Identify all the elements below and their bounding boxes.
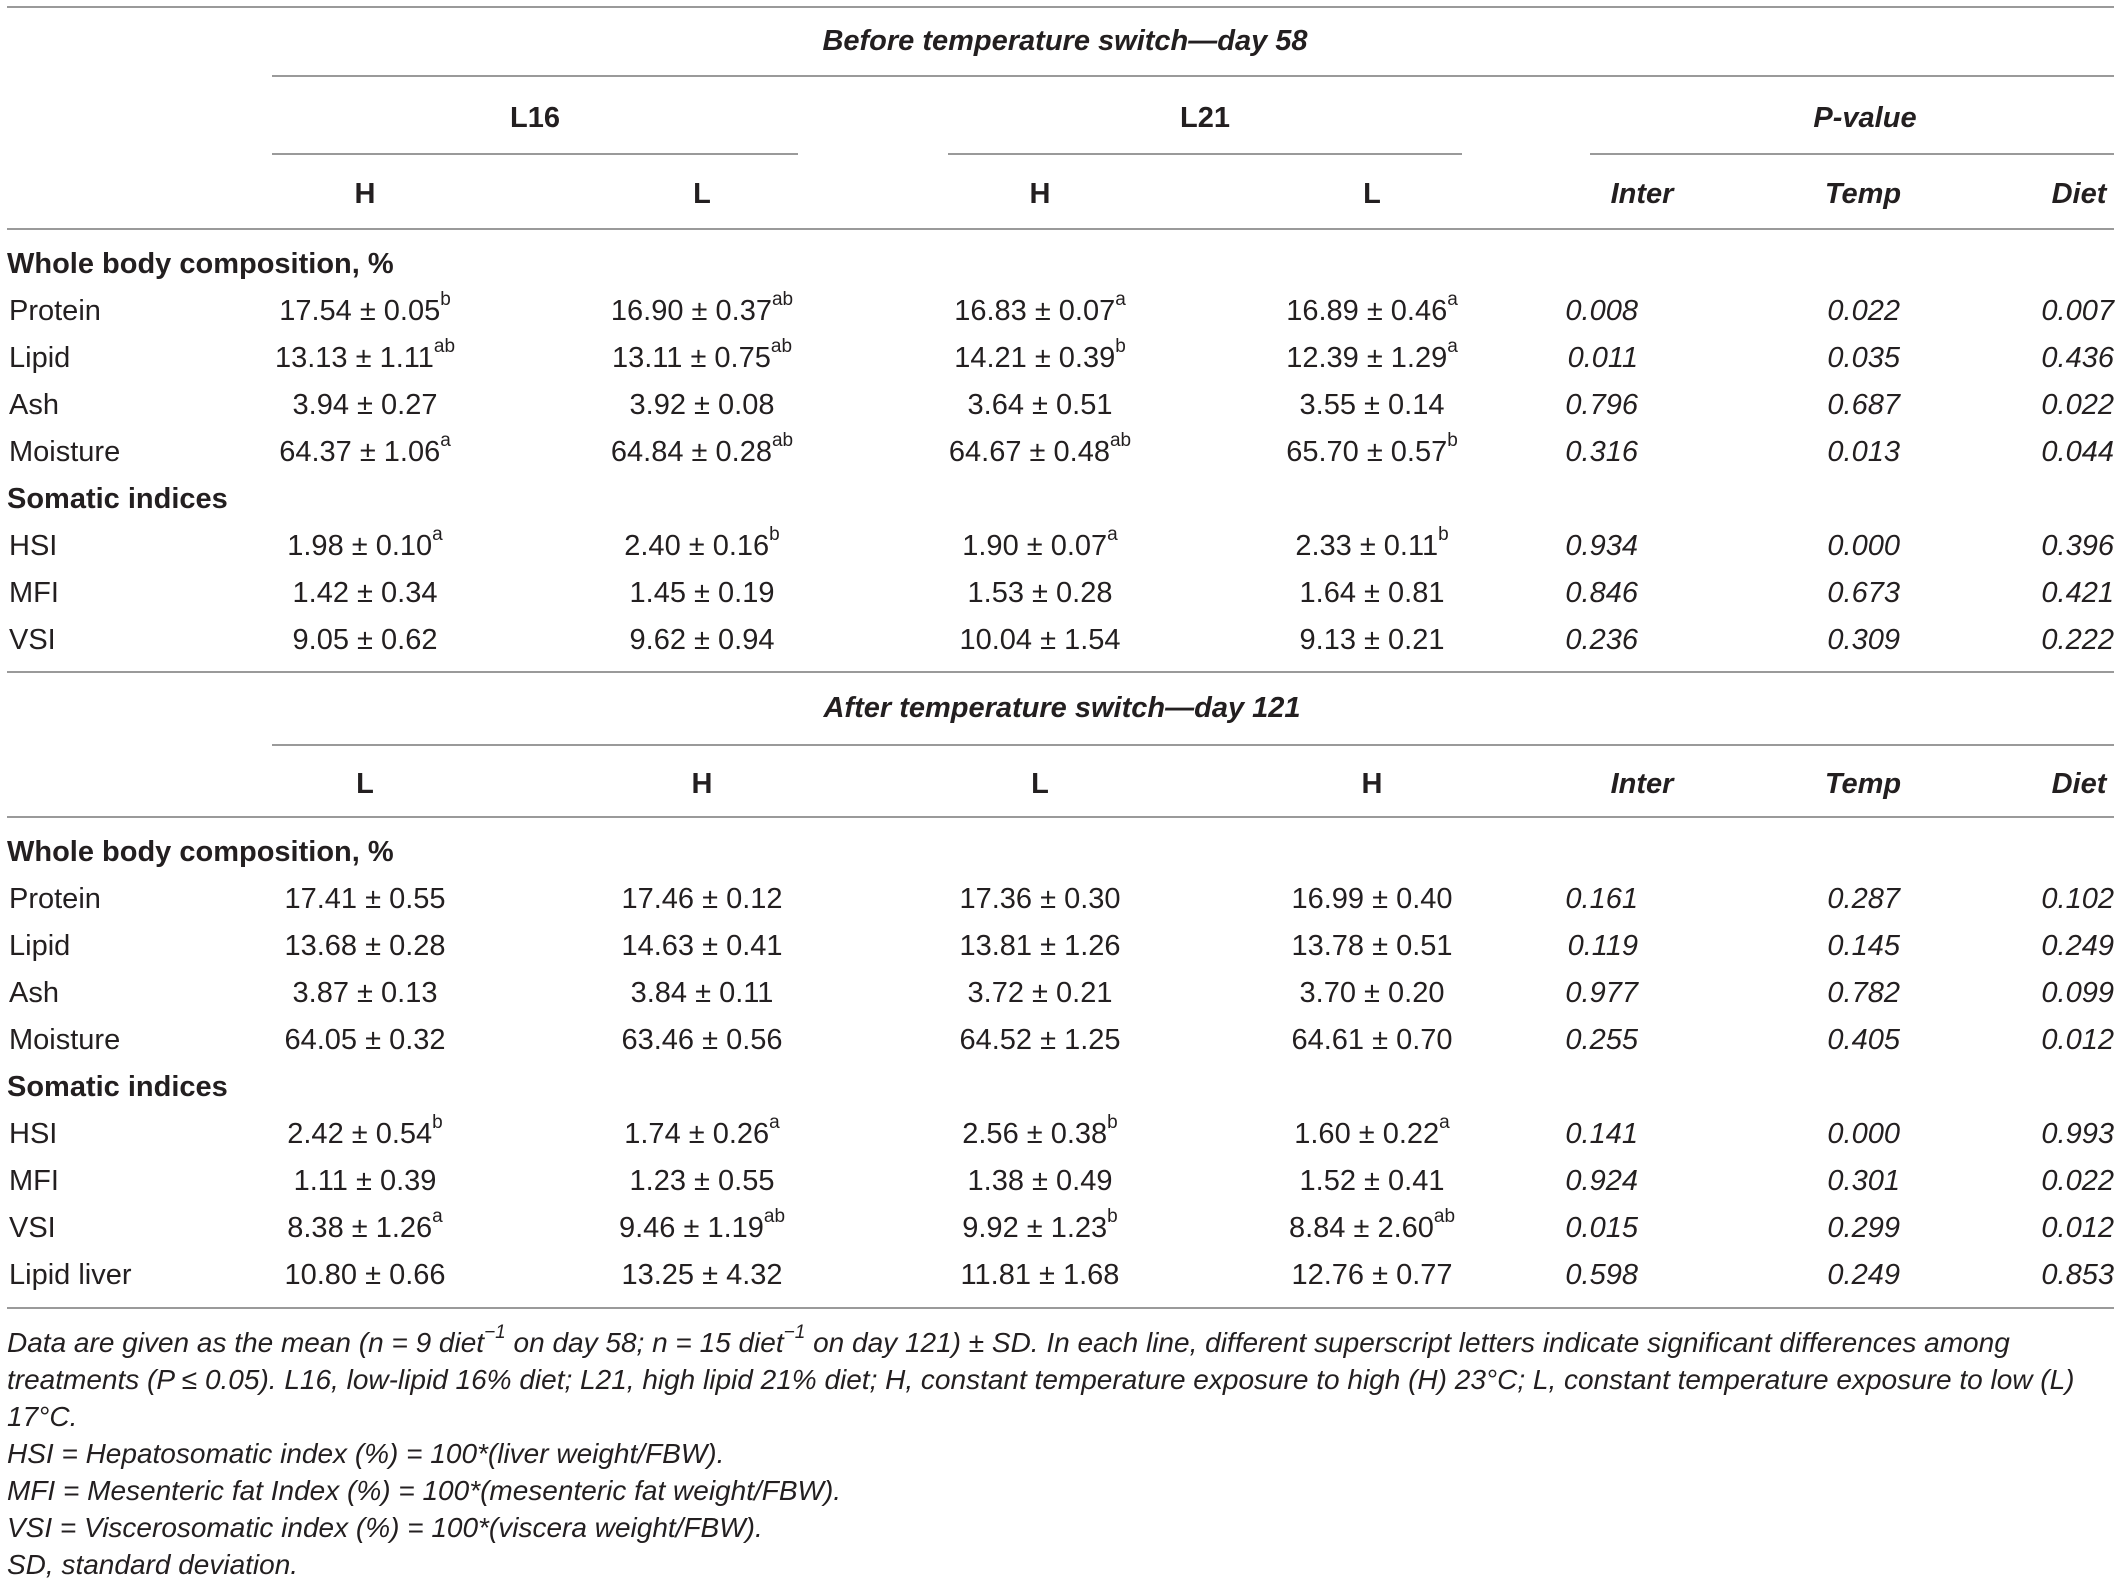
column-header-pvalue: Temp bbox=[1824, 178, 1902, 210]
p-value-cell: 0.035 bbox=[1827, 342, 1900, 374]
row-label: Protein bbox=[9, 295, 101, 327]
column-header: H bbox=[1029, 178, 1051, 210]
table-cell: 64.52 ± 1.25 bbox=[959, 1024, 1121, 1056]
table-cell: 1.11 ± 0.39 bbox=[293, 1165, 437, 1197]
row-label: Moisture bbox=[9, 436, 121, 468]
table-cell: 64.37 ± 1.06$^a$ bbox=[279, 430, 451, 468]
p-value-cell: 0.119 bbox=[1567, 930, 1638, 962]
table-cell: 1.53 ± 0.28 bbox=[967, 577, 1113, 609]
column-header-pvalue: Diet bbox=[2051, 768, 2107, 800]
superscript-letter: ab bbox=[1109, 430, 1132, 452]
table-cell: 9.62 ± 0.94 bbox=[629, 624, 775, 656]
p-value-cell: 0.044 bbox=[2041, 436, 2114, 468]
row-label: HSI bbox=[9, 1118, 58, 1150]
table-cell: 64.05 ± 0.32 bbox=[284, 1024, 446, 1056]
table-cell: 3.92 ± 0.08 bbox=[629, 389, 775, 421]
table-cell: 8.84 ± 2.60$^{ab}$ bbox=[1288, 1206, 1456, 1244]
footnote-mfi: MFI = Mesenteric fat Index (%) = 100*(mesenteric fat weight/FBW). bbox=[7, 1475, 842, 1506]
table-cell: 2.42 ± 0.54$^b$ bbox=[287, 1112, 443, 1150]
p-value-cell: 0.022 bbox=[2041, 389, 2114, 421]
table-cell: 17.54 ± 0.05$^b$ bbox=[279, 289, 451, 327]
table-cell: 1.45 ± 0.19 bbox=[629, 577, 775, 609]
superscript-letter: a bbox=[1107, 524, 1118, 546]
table-cell: 13.25 ± 4.32 bbox=[621, 1259, 783, 1291]
p-value-cell: 0.013 bbox=[1827, 436, 1900, 468]
rule-section2-top bbox=[7, 671, 2114, 673]
table-cell: 3.72 ± 0.21 bbox=[967, 977, 1113, 1009]
table-cell: 9.92 ± 1.23$^b$ bbox=[962, 1206, 1118, 1244]
superscript-letter: a bbox=[1447, 289, 1458, 311]
table-cell: 10.80 ± 0.66 bbox=[284, 1259, 446, 1291]
row-label: MFI bbox=[9, 1165, 59, 1197]
p-value-cell: 0.673 bbox=[1827, 577, 1900, 609]
table-cell: 16.89 ± 0.46$^a$ bbox=[1286, 289, 1458, 327]
section2-title: After temperature switch—day 121 bbox=[823, 692, 1301, 724]
rule-under-p-value bbox=[1590, 153, 2114, 155]
table-cell: 2.33 ± 0.11$^b$ bbox=[1295, 524, 1449, 562]
p-value-cell: 0.405 bbox=[1827, 1024, 1900, 1056]
superscript-letter: ab bbox=[763, 1206, 786, 1228]
table-cell: 14.63 ± 0.41 bbox=[621, 930, 783, 962]
column-header: L bbox=[1363, 178, 1381, 210]
table-cell: 12.76 ± 0.77 bbox=[1291, 1259, 1453, 1291]
section-label: Whole body composition, % bbox=[7, 248, 394, 280]
superscript-letter: ab bbox=[771, 430, 794, 452]
p-value-cell: 0.007 bbox=[2041, 295, 2114, 327]
table-cell: 13.11 ± 0.75$^{ab}$ bbox=[611, 336, 793, 374]
p-value-cell: 0.249 bbox=[2041, 930, 2114, 962]
p-value-cell: 0.316 bbox=[1565, 436, 1638, 468]
group-p-value: P-value bbox=[1813, 102, 1917, 134]
row-label: MFI bbox=[9, 577, 59, 609]
table-cell: 12.39 ± 1.29$^a$ bbox=[1286, 336, 1458, 374]
section1-title: Before temperature switch—day 58 bbox=[822, 25, 1308, 57]
table-cell: 2.56 ± 0.38$^b$ bbox=[962, 1112, 1118, 1150]
p-value-cell: 0.299 bbox=[1827, 1212, 1900, 1244]
column-header: H bbox=[1361, 768, 1383, 800]
column-header: H bbox=[354, 178, 376, 210]
p-value-cell: 0.022 bbox=[2041, 1165, 2114, 1197]
table-cell: 1.52 ± 0.41 bbox=[1299, 1165, 1445, 1197]
row-label: Lipid liver bbox=[9, 1259, 132, 1291]
rule-top bbox=[7, 6, 2114, 8]
table-cell: 3.70 ± 0.20 bbox=[1299, 977, 1445, 1009]
rule-under-l21 bbox=[948, 153, 1462, 155]
row-label: VSI bbox=[9, 624, 56, 656]
superscript-letter: ab bbox=[1433, 1206, 1456, 1228]
table-cell: 8.38 ± 1.26$^a$ bbox=[287, 1206, 443, 1244]
table-cell: 1.60 ± 0.22$^a$ bbox=[1294, 1112, 1450, 1150]
footnote-sd: SD, standard deviation. bbox=[7, 1549, 299, 1580]
superscript-letter: a bbox=[769, 1112, 780, 1134]
row-label: Ash bbox=[9, 977, 59, 1009]
table-cell: 9.05 ± 0.62 bbox=[292, 624, 438, 656]
p-value-cell: 0.934 bbox=[1565, 530, 1638, 562]
p-value-cell: 0.222 bbox=[2041, 624, 2114, 656]
superscript-letter: ab bbox=[771, 289, 794, 311]
table-cell: 64.61 ± 0.70 bbox=[1291, 1024, 1453, 1056]
p-value-cell: 0.255 bbox=[1565, 1024, 1638, 1056]
footnote-hsi: HSI = Hepatosomatic index (%) = 100*(liver weight/FBW). bbox=[7, 1438, 725, 1469]
column-header-pvalue: Temp bbox=[1824, 768, 1902, 800]
table-cell: 63.46 ± 0.56 bbox=[621, 1024, 783, 1056]
p-value-cell: 0.301 bbox=[1827, 1165, 1900, 1197]
table-cell: 16.90 ± 0.37$^{ab}$ bbox=[610, 289, 794, 327]
p-value-cell: 0.287 bbox=[1827, 883, 1900, 915]
column-header-pvalue: Inter bbox=[1610, 178, 1674, 210]
row-label: VSI bbox=[9, 1212, 56, 1244]
superscript-letter: b bbox=[440, 289, 451, 311]
table-cell: 13.68 ± 0.28 bbox=[284, 930, 446, 962]
p-value-cell: 0.022 bbox=[1827, 295, 1900, 327]
column-header: L bbox=[1031, 768, 1049, 800]
superscript-letter: b bbox=[1447, 430, 1458, 452]
p-value-cell: 0.102 bbox=[2041, 883, 2114, 915]
p-value-cell: 0.012 bbox=[2041, 1024, 2114, 1056]
superscript-letter: a bbox=[440, 430, 451, 452]
rule-bottom bbox=[7, 1307, 2114, 1309]
p-value-cell: 0.161 bbox=[1565, 883, 1638, 915]
column-header-pvalue: Diet bbox=[2051, 178, 2107, 210]
rule-under-section1-title bbox=[272, 75, 2114, 77]
table-cell: 64.67 ± 0.48$^{ab}$ bbox=[948, 430, 1132, 468]
superscript-letter: ab bbox=[433, 336, 456, 358]
superscript-letter: a bbox=[432, 1206, 443, 1228]
p-value-cell: 0.924 bbox=[1565, 1165, 1638, 1197]
p-value-cell: 0.687 bbox=[1827, 389, 1900, 421]
row-label: Moisture bbox=[9, 1024, 121, 1056]
table-cell: 17.46 ± 0.12 bbox=[621, 883, 783, 915]
section-label: Somatic indices bbox=[7, 1071, 228, 1103]
p-value-cell: 0.249 bbox=[1827, 1259, 1900, 1291]
superscript-letter: a bbox=[1447, 336, 1458, 358]
table-cell: 65.70 ± 0.57$^b$ bbox=[1286, 430, 1458, 468]
table-cell: 13.78 ± 0.51 bbox=[1291, 930, 1453, 962]
table-cell: 1.42 ± 0.34 bbox=[292, 577, 438, 609]
rule-under-l16 bbox=[272, 153, 798, 155]
table-cell: 10.04 ± 1.54 bbox=[959, 624, 1121, 656]
superscript-letter: a bbox=[1115, 289, 1126, 311]
p-value-cell: 0.436 bbox=[2041, 342, 2114, 374]
p-value-cell: 0.000 bbox=[1827, 530, 1900, 562]
table-cell: 1.98 ± 0.10$^a$ bbox=[287, 524, 443, 562]
p-value-cell: 0.000 bbox=[1827, 1118, 1900, 1150]
rule-under-section2-columns bbox=[7, 816, 2114, 818]
table-cell: 9.46 ± 1.19$^{ab}$ bbox=[618, 1206, 786, 1244]
p-value-cell: 0.141 bbox=[1565, 1118, 1638, 1150]
table-cell: 13.81 ± 1.26 bbox=[959, 930, 1121, 962]
superscript-letter: ab bbox=[770, 336, 793, 358]
rule-under-section1-columns bbox=[7, 228, 2114, 230]
superscript-letter: b bbox=[1107, 1206, 1118, 1228]
table-cell: 16.99 ± 0.40 bbox=[1291, 883, 1453, 915]
footnote-data-note: Data are given as the mean (n = 9 diet$^{-1}$ on day 58; n = 15 diet$^{-1}$ on day 121) ± SD. In each line, different superscript letters indicate significant differences among treatments (P ≤ 0.05). L16, low-lipid 16% diet; L21, high lipid 21% diet; H, constant temperature exposure to high (H) 23°C; L, constant temperature exposure to low (L) 17°C. bbox=[7, 1321, 2075, 1432]
row-label: Protein bbox=[9, 883, 101, 915]
table-cell: 3.64 ± 0.51 bbox=[967, 389, 1113, 421]
row-label: Lipid bbox=[9, 342, 71, 374]
rule-under-section2-title bbox=[272, 744, 2114, 746]
group-l21: L21 bbox=[1180, 102, 1230, 134]
superscript-letter: a bbox=[1439, 1112, 1450, 1134]
table-cell: 2.40 ± 0.16$^b$ bbox=[624, 524, 780, 562]
table-cell: 3.87 ± 0.13 bbox=[292, 977, 438, 1009]
row-label: Ash bbox=[9, 389, 59, 421]
table-cell: 3.55 ± 0.14 bbox=[1299, 389, 1445, 421]
p-value-cell: 0.099 bbox=[2041, 977, 2114, 1009]
table-cell: 1.23 ± 0.55 bbox=[629, 1165, 775, 1197]
table-cell: 16.83 ± 0.07$^a$ bbox=[954, 289, 1126, 327]
superscript-letter: b bbox=[432, 1112, 443, 1134]
p-value-cell: 0.782 bbox=[1827, 977, 1900, 1009]
superscript-letter: b bbox=[769, 524, 780, 546]
p-value-cell: 0.011 bbox=[1567, 342, 1638, 374]
footnotes bbox=[7, 1321, 2114, 1583]
superscript-letter: b bbox=[1438, 524, 1449, 546]
p-value-cell: 0.236 bbox=[1565, 624, 1638, 656]
table-cell: 1.74 ± 0.26$^a$ bbox=[624, 1112, 780, 1150]
table-cell: 1.64 ± 0.81 bbox=[1299, 577, 1445, 609]
section-label: Somatic indices bbox=[7, 483, 228, 515]
p-value-cell: 0.012 bbox=[2041, 1212, 2114, 1244]
table-cell: 13.13 ± 1.11$^{ab}$ bbox=[274, 336, 456, 374]
p-value-cell: 0.008 bbox=[1565, 295, 1638, 327]
p-value-cell: 0.846 bbox=[1565, 577, 1638, 609]
p-value-cell: 0.598 bbox=[1565, 1259, 1638, 1291]
table-cell: 1.90 ± 0.07$^a$ bbox=[962, 524, 1118, 562]
table-cell: 11.81 ± 1.68 bbox=[960, 1259, 1120, 1291]
table-cell: 17.41 ± 0.55 bbox=[284, 883, 446, 915]
p-value-cell: 0.796 bbox=[1565, 389, 1638, 421]
p-value-cell: 0.977 bbox=[1565, 977, 1638, 1009]
footnote-vsi: VSI = Viscerosomatic index (%) = 100*(viscera weight/FBW). bbox=[7, 1512, 763, 1543]
p-value-cell: 0.853 bbox=[2041, 1259, 2114, 1291]
table-cell: 14.21 ± 0.39$^b$ bbox=[954, 336, 1126, 374]
column-header-pvalue: Inter bbox=[1610, 768, 1674, 800]
section-label: Whole body composition, % bbox=[7, 836, 394, 868]
table-cell: 3.94 ± 0.27 bbox=[292, 389, 438, 421]
row-label: HSI bbox=[9, 530, 58, 562]
p-value-cell: 0.421 bbox=[2041, 577, 2114, 609]
table-cell: 17.36 ± 0.30 bbox=[959, 883, 1121, 915]
group-l16: L16 bbox=[510, 102, 560, 134]
table-cell: 1.38 ± 0.49 bbox=[967, 1165, 1113, 1197]
superscript-letter: b bbox=[1115, 336, 1126, 358]
p-value-cell: 0.396 bbox=[2041, 530, 2114, 562]
row-label: Lipid bbox=[9, 930, 71, 962]
p-value-cell: 0.015 bbox=[1565, 1212, 1638, 1244]
p-value-cell: 0.145 bbox=[1827, 930, 1900, 962]
superscript-letter: a bbox=[432, 524, 443, 546]
column-header: H bbox=[691, 768, 713, 800]
table-cell: 64.84 ± 0.28$^{ab}$ bbox=[610, 430, 794, 468]
p-value-cell: 0.993 bbox=[2041, 1118, 2114, 1150]
column-header: L bbox=[356, 768, 374, 800]
table-cell: 3.84 ± 0.11 bbox=[630, 977, 774, 1009]
superscript-letter: b bbox=[1107, 1112, 1118, 1134]
p-value-cell: 0.309 bbox=[1827, 624, 1900, 656]
column-header: L bbox=[693, 178, 711, 210]
table-cell: 9.13 ± 0.21 bbox=[1299, 624, 1445, 656]
